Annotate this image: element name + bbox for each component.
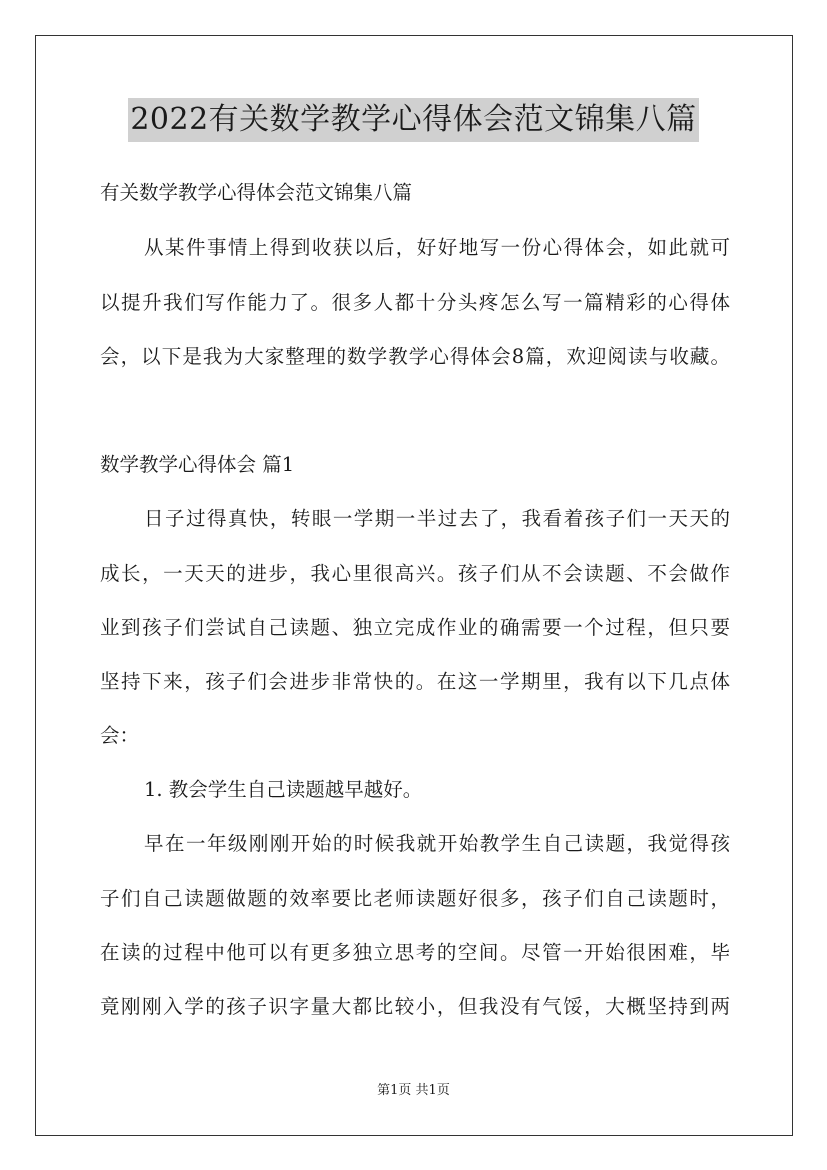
title-wrap — [0, 98, 827, 142]
page-footer: 第1页 共1页 — [377, 1083, 450, 1098]
para1-line-2: 成长，一天天的进步，我心里很高兴。孩子们从不会读题、不会做作 — [100, 562, 730, 585]
point-1: 1. 教会学生自己读题越早越好。 — [144, 778, 423, 801]
para1-line-1: 日子过得真快，转眼一学期一半过去了，我看着孩子们一天天的 — [144, 507, 730, 530]
intro-line-1: 从某件事情上得到收获以后，好好地写一份心得体会，如此就可 — [144, 236, 730, 259]
para2-line-2: 子们自己读题做题的效率要比老师读题好很多，孩子们自己读题时， — [100, 887, 730, 910]
document-subtitle: 有关数学教学心得体会范文锦集八篇 — [100, 181, 413, 204]
para2-line-4: 竟刚刚入学的孩子识字量大都比较小，但我没有气馁，大概坚持到两 — [100, 995, 730, 1018]
para1-line-5: 会： — [100, 724, 140, 747]
section-heading: 数学教学心得体会 篇1 — [100, 453, 295, 476]
document-title: 2022有关数学教学心得体会范文锦集八篇 — [128, 98, 698, 142]
para2-line-1: 早在一年级刚刚开始的时候我就开始教学生自己读题，我觉得孩 — [144, 832, 730, 855]
intro-line-2: 以提升我们写作能力了。很多人都十分头疼怎么写一篇精彩的心得体 — [100, 291, 730, 314]
para2-line-3: 在读的过程中他可以有更多独立思考的空间。尽管一开始很困难，毕 — [100, 941, 730, 964]
intro-line-3: 会，以下是我为大家整理的数学教学心得体会8篇，欢迎阅读与收藏。 — [100, 345, 730, 368]
para1-line-3: 业到孩子们尝试自己读题、独立完成作业的确需要一个过程，但只要 — [100, 616, 730, 639]
para1-line-4: 坚持下来，孩子们会进步非常快的。在这一学期里，我有以下几点体 — [100, 670, 730, 693]
